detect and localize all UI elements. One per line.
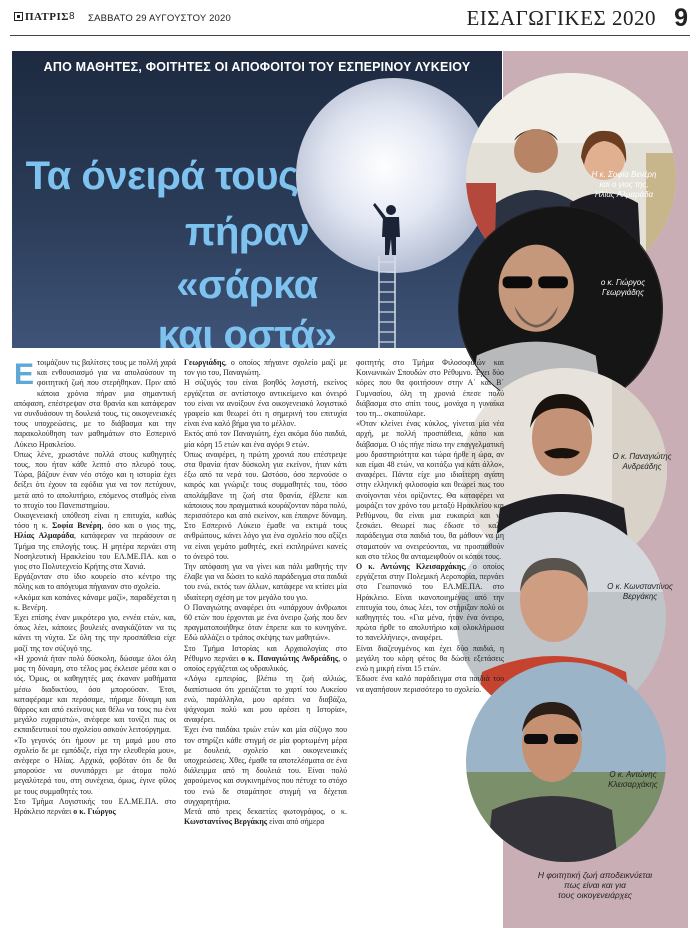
paragraph	[14, 797, 176, 817]
paragraph: Εργάζονταν στο ίδιο κουρείο στο κέντρο της πόλης και το απόγευμα πήγαιναν στο σχολείο.	[14, 572, 176, 592]
paragraph: Την απόφαση για να γίνει και πάλι μαθητής την έλαβε για να δώσει το καλό παράδειγμα στα παιδιά του ενώ, εκτός των άλλων, κατάφερε να κτίσει μία ιδιαίτερη σχέση με τον μεγάλο του γιο.	[184, 562, 347, 602]
caption-georgiadis	[582, 278, 664, 298]
paragraph-text: , ο οποίος εργάζεται στην Πολεμική Αεροπορία, περνάει στο Γεωπονικό του ΕΛ.ΜΕ.ΠΑ. στο Ηράκλειο. Είναι ικανοποιημένος από την επιτυχία του, όπως λέει, τον στήριξαν πολύ οι καθηγητές του. «Για μένα, ήταν ένα όνειρο, πρώτα ήρθε το απολυτήριο και ολοκλήρωσα το πανελλήνιες», αναφέρει.	[356, 562, 504, 643]
caption-line: Γεωργιάδης	[601, 288, 644, 297]
caption-line: τους οικογενειάρχες	[557, 890, 633, 900]
brand-name: ΠΑΤΡΙΣ	[25, 11, 69, 23]
paragraph-text: Στο Τμήμα Ιστορίας και Αρχαιολογίας στο Ρέθυμνο περνάει	[184, 643, 347, 663]
paragraph-text: Στο Τμήμα Λογιστικής του ΕΛ.ΜΕ.ΠΑ. στο Ηράκλειο περνάει	[14, 796, 176, 816]
paragraph: «Το γεγονός ότι ήμουν με τη μαμά μου στο σχολείο δε με εμπόδιζε, είχα την ελευθερία μου», ανέφερε ο Ηλίας. Αρχικά, φοβόταν ότι δε θα μπορούσε να συνυπάρχει με άτομα πολύ μεγαλύτερά του, στη συνέχεια, όμως, έγινε φίλος με τους συμμαθητές του.	[14, 735, 176, 796]
paragraph	[184, 644, 347, 675]
issue-date: ΣΑΒΒΑΤΟ 29 ΑΥΓΟΥΣΤΟΥ 2020	[88, 13, 232, 24]
paragraph: Έχει ένα παιδάκι τριών ετών και μία σύζυγο που τον στηρίζει κάθε στιγμή σε μία φορτωμένη μέρα με δουλειά, σχολείο και οικογενειακές υποχρεώσεις. Χθες, έμαθε τα αποτελέσματα σε ένα διάλειμμα από τη δουλειά του. Είναι πολύ χαρούμενος και συγκινημένος που πέτυχε το στόχο του ενώ δε σταμάτησε στιγμή να δέχεται συγχαρητήρια.	[184, 725, 347, 806]
article-column-1	[14, 358, 176, 817]
headline-line-2: πήραν	[184, 210, 310, 254]
paragraph	[184, 358, 347, 378]
paragraph-text: , όσο και ο γιος της,	[101, 521, 176, 531]
brand-logo-icon	[14, 12, 23, 21]
caption-mother-son	[578, 170, 670, 200]
caption-line: Ο κ. Αντώνης	[609, 770, 657, 779]
sidebar-bottom-caption	[505, 870, 685, 900]
newspaper-brand	[14, 11, 69, 23]
paragraph: «Η χρονιά ήταν πολύ δύσκολη, δώσαμε όλοι όλη μας τη δύναμη, στο τέλος μας έκλεισε μέσα και ο ιός. Όμως, οι καθηγητές μας έκαναν μαθήματα μέσω διαδικτύου, όσο μπορούσαν. Έτσι, καταφέραμε και περάσαμε, πήραμε δύναμη και θάρρος και από εκείνους και θέλω να τους πω ένα μεγάλο ευχαριστώ», ανέφερε και τονίζει πως οι εκπαιδευτικοί του σχολείου ασκούν λειτούργημα.	[14, 653, 176, 735]
caption-line: Ανδρεάδης	[622, 462, 662, 471]
caption-line: Ο κ. Παναγιώτης	[612, 452, 672, 461]
paragraph: Η σύζυγός του είναι βοηθός λογιστή, εκείνος εργάζεται σε αντίστοιχο αντικείμενο και όνειρό του είναι να ανοίξουν ένα οικογενειακό λογιστικό γραφείο και θεωρεί ότι η σημερινή του επιτυχία είναι ένα καλό βήμα για το μέλλον.	[184, 378, 347, 429]
paragraph: Έδωσε ένα καλό παράδειγμα στα παιδιά του να αγαπήσουν περισσότερο το σχολείο.	[356, 674, 504, 694]
paragraph-text: Μετά από τρεις δεκαετίες φωτογράφος, ο κ.	[184, 806, 347, 816]
small-page-number: 8	[69, 11, 75, 22]
man-silhouette-icon	[369, 203, 409, 259]
paragraph: φοιτητής στο Τμήμα Φιλοσοφικών και Κοινωνικών Σπουδών στο Ρέθυμνο. Έχει δύο κόρες που θα φοιτήσουν στην Α΄ και Β΄ Γυμνασίου, όλη τη χρονιά έπεσε πολύ διάβασμα στο σπίτι τους, μονάχα η γυναίκα του τη... σκαπούλαρε.	[356, 358, 504, 419]
page-number: 9	[674, 4, 688, 32]
paragraph: «Ακόμα και κοπάνες κάναμε μαζί», παραδέχεται η κ. Βενέρη.	[14, 592, 176, 612]
paragraph-text: , ο οποίος εργάζεται ως υδραυλικός.	[184, 653, 348, 674]
person-name: Γεωργιάδης	[184, 358, 225, 367]
section-title: ΕΙΣΑΓΩΓΙΚΕΣ 2020	[466, 6, 656, 30]
paragraph: Όπως λένε, χρωστάνε πολλά στους καθηγητές τους, που ήταν κάθε λεπτό στο πλευρό τους. Τώρα, βάζουν έναν νέο στόχο και η ιστορία έχει δείξει ότι έχουν τα εφόδια για να τον πετύχουν, μετά από το απολυτήριο, επόμενος σταθμός είναι το πτυχίο του Πανεπιστημίου.	[14, 449, 176, 510]
person-name: Σοφία Βενέρη	[52, 521, 102, 531]
paragraph	[356, 562, 504, 644]
paragraph-text: , κατάφεραν να περάσουν σε Τμήμα της επιλογής τους. Η μητέρα περνάει στη Νοσηλευτική Ηρακλείου του ΕΛ.ΜΕ.ΠΑ. και ο γιος στο Πολυτεχνείο Κρήτης στα Χανιά.	[14, 531, 176, 572]
caption-vergakis	[594, 582, 686, 602]
paragraph: Εκτός από τον Παναγιώτη, έχει ακόμα δύο παιδιά, μία κόρη 15 ετών και ένα αγόρι 9 ετών.	[184, 429, 347, 449]
ladder-icon	[376, 256, 398, 348]
person-name: Κωνσταντίνος Βεργάκης	[184, 817, 268, 827]
hero-banner	[12, 51, 502, 348]
person-name: Ηλίας Αλμαράδα	[14, 531, 75, 541]
caption-line: Ο κ. Κωνσταντίνος	[607, 582, 673, 591]
caption-line: Ηλίας Αλμαράδα	[594, 190, 654, 199]
person-name: Ο κ. Αντώνης Κλεισαρχάκης	[356, 562, 465, 572]
drop-cap: Ε	[14, 358, 35, 391]
person-name: ο κ. Γιώργος	[73, 806, 116, 816]
caption-line: Κλεισαρχάκης	[608, 780, 658, 789]
paragraph: Ο Παναγιώτης αναφέρει ότι «υπάρχουν άνθρωποι 60 ετών που έρχονται με ένα όνειρο ζωής που δεν πραγματοποιήθηκε όταν έπρεπε και το κυνηγάνε. Εδώ αλλάζει ο τρόπος σκέψης των μαθητών».	[184, 602, 347, 643]
caption-line: Η κ. Σοφία Βενέρη	[591, 170, 657, 179]
paragraph	[14, 511, 176, 572]
paragraph-text: Οικογενειακή υπόθεση είναι η επιτυχία, καθώς τόσο η κ.	[14, 511, 176, 531]
caption-kleisarchakis	[590, 770, 676, 790]
caption-line: Η φοιτητική ζωή αποδεικνύεται	[537, 870, 653, 880]
caption-line: Βεργάκης	[622, 592, 658, 601]
caption-line: ο κ. Γιώργος	[600, 278, 646, 287]
paragraph	[184, 807, 347, 827]
paragraph: Είναι διαζευγμένος και έχει δύο παιδιά, η μεγάλη του κόρη φέτος θα δώσει εξετάσεις ενώ η μικρή είναι 15 ετών.	[356, 643, 504, 674]
paragraph: Όπως αναφέρει, η πρώτη χρονιά που επέστρεψε στα θρανία ήταν δύσκολη για εκείνον, ήταν κάτι έξω από τα νερά του. Ωστόσο, όσο περνούσε ο καιρός και γνώριζε τους συμμαθητές του, τόσο απολάμβανε τη ζωή στα θρανία, έβλεπε και κάποιους που πραγματικά κουράζονταν πάρα πολύ, περισσότερο και από εκείνον, και έπαιρνε δύναμη. Στο Εσπερινό Λύκειο έμαθε να εκτιμά τους ανθρώπους, κάνει λόγο για ένα σχολείο που αξίζει να είναι γεμάτο μαθητές, εκεί εκπληρώνει κανείς το όνειρό του.	[184, 449, 347, 561]
person-name: ο κ. Παναγιώτης Ανδρεάδης	[241, 653, 339, 663]
article-column-3	[356, 358, 504, 695]
page-header	[10, 4, 690, 36]
headline-line-1: Τα όνειρά τους	[25, 154, 299, 198]
headline-line-4: και οστά»	[157, 313, 337, 348]
headline-line-3: «σάρκα	[176, 263, 318, 307]
paragraph: «Όταν κλείνει ένας κύκλος, γίνεται μία νέα αρχή, με πολλή προσπάθεια, κόπο και διάβασμα. Ο ιός πήγε πίσω την επαγγελματική μου δραστηριότητα και τώρα ήρθε η ώρα, αν και είμαι 48 ετών, να κοιτάξω για κάτι άλλο», αναφέρει. Πάντα είχε μιο ιδιαίτερη αγάπη στην ελληνική φιλοσοφία και θεωρεί πως του ανοίγονται νέοι ορίζοντες. Θα καταφέρει να μοιράζει τον χρόνο του μεταξύ Ηρακλείου και Ρεθύμνου, θα είναι μια ευκαιρία και να ξεσκάει. Θεωρεί πως έδωσε το καλό παράδειγμα στα παιδιά του, θα μάθουν να μη σταματούν να ονειρεύονται, να προσπαθούν και στο τέλος θα ανταμειφθούν οι κόποι τους.	[356, 419, 504, 561]
paragraph	[14, 358, 176, 450]
caption-andreadis	[602, 452, 682, 472]
caption-line: και ο γιος της,	[599, 180, 649, 189]
paragraph-text: τοιμάζουν τις βαλίτσες τους με πολλή χαρά και ενθουσιασμό για να απολαύσουν τη φοιτητική ζωή που στερήθηκαν. Πριν από κάποια χρόνια πήραν μια σημαντική απόφαση, επέστρεψαν στα θρανία και κατάφεραν να συνδυάσουν τη δουλειά τους, τις οικογενειακές τους υποχρεώσεις, με το διάβασμα και την παρακολούθηση των μαθημάτων στο Εσπερινό Λύκειο Ηρακλείου.	[14, 358, 176, 449]
caption-line: πως είναι και για	[564, 880, 626, 890]
article-kicker: ΑΠΟ ΜΑΘΗΤΕΣ, ΦΟΙΤΗΤΕΣ ΟΙ ΑΠΟΦΟΙΤΟΙ ΤΟΥ ΕΣΠΕΡΙΝΟΥ ΛΥΚΕΙΟΥ	[43, 60, 471, 74]
paragraph-text: είναι από σήμερα	[267, 817, 325, 827]
paragraph: «Λόγω εμπειρίας, βλέπω τη ζωή αλλιώς, διαπίστωσα ότι χρειάζεται το χαρτί του Λυκείου ενώ, παράλληλα, μου αρέσει να διαβάζω, ψάχνομαι πολύ και μου αρέσει η Ιστορία», αναφέρει.	[184, 674, 347, 725]
paragraph-text: , ο οποίος πήγαινε σχολείο μαζί με τον γιο του, Παναγιώτη.	[184, 358, 347, 378]
article-column-2	[184, 358, 347, 827]
paragraph: Έχει επίσης έναν μικρότερο γιο, εννέα ετών, και, όπως λέει, κάποιες βουλειές αναγκάζόταν να τις κάνει τη νύχτα. Σε όλη της την προσπάθεια είχε μαζί της τον σύζυγό της.	[14, 613, 176, 653]
